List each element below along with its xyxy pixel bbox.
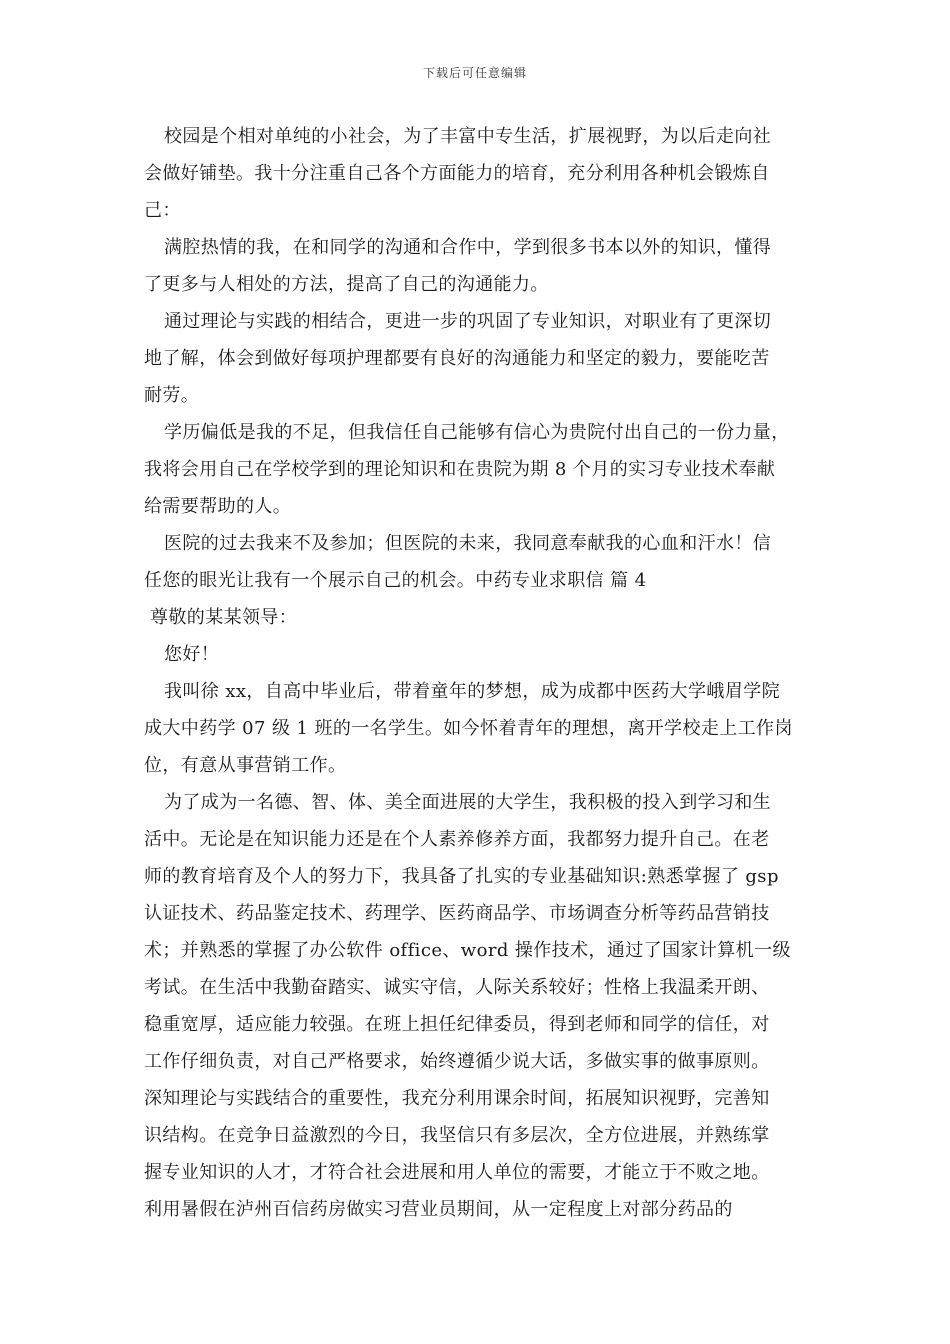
text-line: 了更多与人相处的方法，提高了自己的沟通能力。 <box>144 274 549 295</box>
text-line: 会做好铺垫。我十分注重自己各个方面能力的培育，充分利用各种机会锻炼自 <box>144 163 770 184</box>
text-line: 活中。无论是在知识能力还是在个人素养修养方面，我都努力提升自己。在老 <box>144 829 770 850</box>
text-line: 己： <box>144 200 181 221</box>
text-line: 术；并熟悉的掌握了办公软件 office、word 操作技术，通过了国家计算机一级 <box>144 940 791 961</box>
text-line: 为了成为一名德、智、体、美全面进展的大学生，我积极的投入到学习和生 <box>164 792 772 813</box>
text-line: 考试。在生活中我勤奋踏实、诚实守信，人际关系较好；性格上我温柔开朗、 <box>144 977 770 998</box>
text-line: 地了解，体会到做好每项护理都要有良好的沟通能力和坚定的毅力，要能吃苦 <box>144 348 770 369</box>
text-line: 成大中药学 07 级 1 班的一名学生。如今怀着青年的理想，离开学校走上工作岗 <box>144 718 793 739</box>
text-line: 校园是个相对单纯的小社会，为了丰富中专生活，扩展视野，为以后走向社 <box>164 126 772 147</box>
text-line: 稳重宽厚，适应能力较强。在班上担任纪律委员，得到老师和同学的信任，对 <box>144 1014 770 1035</box>
text-line: 认证技术、药品鉴定技术、药理学、医药商品学、市场调查分析等药品营销技 <box>144 903 770 924</box>
text-line: 通过理论与实践的相结合，更进一步的巩固了专业知识，对职业有了更深切 <box>164 311 772 332</box>
text-line: 医院的过去我来不及参加；但医院的未来，我同意奉献我的心血和汗水！信 <box>164 533 772 554</box>
text-line: 满腔热情的我，在和同学的沟通和合作中，学到很多书本以外的知识，懂得 <box>164 237 772 258</box>
text-line: 识结构。在竞争日益激烈的今日，我坚信只有多层次，全方位进展，并熟练掌 <box>144 1125 770 1146</box>
page-header: 下载后可任意编辑 <box>422 66 527 80</box>
text-line: 学历偏低是我的不足，但我信任自己能够有信心为贵院付出自己的一份力量， <box>164 422 790 443</box>
text-line: 利用暑假在泸州百信药房做实习营业员期间，从一定程度上对部分药品的 <box>144 1199 733 1220</box>
text-line: 耐劳。 <box>144 385 200 406</box>
document-body <box>144 118 834 1228</box>
text-line: 深知理论与实践结合的重要性，我充分利用课余时间，拓展知识视野，完善知 <box>144 1088 770 1109</box>
text-line: 位，有意从事营销工作。 <box>144 755 347 776</box>
text-line: 任您的眼光让我有一个展示自己的机会。中药专业求职信 篇 4 <box>144 570 647 591</box>
text-line: 给需要帮助的人。 <box>144 496 292 517</box>
text-line: 您好！ <box>164 644 220 665</box>
text-line: 师的教育培育及个人的努力下，我具备了扎实的专业基础知识:熟悉掌握了 gsp <box>144 866 779 887</box>
text-line: 我将会用自己在学校学到的理论知识和在贵院为期 8 个月的实习专业技术奉献 <box>144 459 776 480</box>
text-line: 我叫徐 xx，自高中毕业后，带着童年的梦想，成为成都中医药大学峨眉学院 <box>164 681 781 702</box>
text-line: 尊敬的某某领导： <box>150 607 298 628</box>
text-line: 握专业知识的人才，才符合社会进展和用人单位的需要，才能立于不败之地。 <box>144 1162 770 1183</box>
text-line: 工作仔细负责，对自己严格要求，始终遵循少说大话，多做实事的做事原则。 <box>144 1051 770 1072</box>
